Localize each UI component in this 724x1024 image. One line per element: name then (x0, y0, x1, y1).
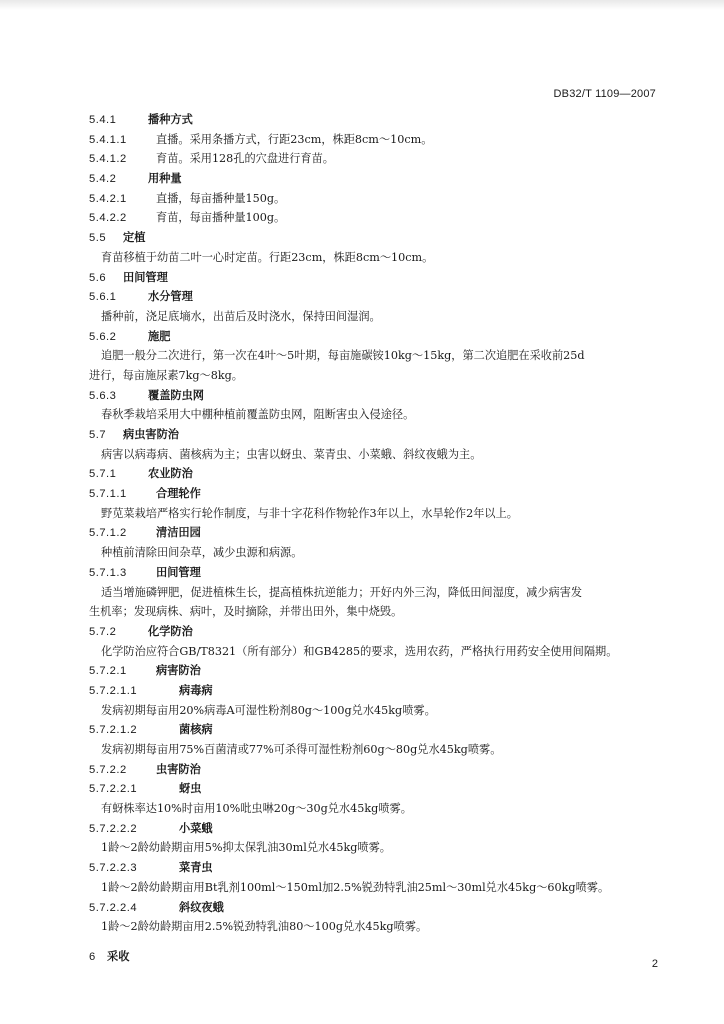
heading-text: 斜纹夜蛾 (179, 899, 224, 914)
paragraph-line (89, 248, 664, 268)
paragraph-line (89, 543, 664, 563)
paragraph-text: 野苋菜栽培严格实行轮作制度，与非十字花科作物轮作3年以上，水旱轮作2年以上。 (101, 506, 518, 520)
clause-number: 5.4.1.1 (89, 133, 127, 146)
clause-number: 6 (89, 950, 96, 963)
heading-text: 菌核病 (179, 722, 213, 737)
clause-number: 5.7.2.1.2 (89, 724, 138, 737)
section-heading (89, 720, 664, 740)
heading-text: 虫害防治 (156, 761, 201, 776)
clause-number: 5.4.2.1 (89, 192, 127, 205)
section-heading (89, 425, 664, 445)
clause-number: 5.6.2 (89, 330, 117, 343)
clause-number: 5.6 (89, 271, 107, 284)
section-heading (89, 228, 664, 248)
clause-number: 5.6.1 (89, 291, 117, 304)
heading-text: 采收 (107, 948, 130, 963)
clause-number: 5.4.2.2 (89, 212, 127, 225)
paragraph-line (89, 917, 664, 937)
paragraph-text: 发病初期每亩用75%百菌清或77%可杀得可湿性粉剂60g～80g兑水45kg喷雾。 (101, 743, 502, 756)
section-heading (89, 464, 664, 484)
paragraph-text: 1龄～2龄幼龄期亩用2.5%锐劲特乳油80～100g兑水45kg喷雾。 (101, 920, 428, 934)
clause-item (89, 149, 664, 169)
heading-text: 化学防治 (148, 623, 193, 638)
section-heading (89, 622, 664, 642)
section-heading (89, 523, 664, 543)
section-heading (89, 110, 664, 130)
clause-text: 直播，每亩播种量150g。 (156, 191, 286, 205)
paragraph-line (89, 405, 664, 425)
paragraph-continuation (89, 602, 664, 622)
paragraph-text: 追肥一般分二次进行，第一次在4叶～5叶期，每亩施碳铵10kg～15kg，第二次追肥在采收前25d (101, 349, 585, 363)
paragraph-text: 进行，每亩施尿素7kg～8kg。 (89, 368, 243, 382)
section-heading (89, 681, 664, 701)
paragraph-line (89, 307, 664, 327)
paragraph-text: 化学防治应符合GB/T8321（所有部分）和GB4285的要求，选用农药，严格执行用药安全使用间隔期。 (101, 644, 618, 658)
section-heading (89, 947, 664, 967)
heading-text: 播种方式 (148, 112, 193, 126)
paragraph-text: 生机率；发现病株、病叶，及时摘除，并带出田外，集中烧毁。 (89, 605, 403, 619)
clause-number: 5.4.1 (89, 114, 117, 126)
paragraph-text: 1龄～2龄幼龄期亩用Bt乳剂100ml～150ml加2.5%锐劲特乳油25ml～30ml兑水45kg～60kg喷雾。 (101, 880, 610, 894)
page-number: 2 (651, 958, 658, 970)
spacer (89, 937, 664, 947)
paragraph-text: 育苗移植于幼苗二叶一心时定苗。行距23cm，株距8cm～10cm。 (101, 250, 434, 264)
clause-number: 5.6.3 (89, 389, 117, 402)
section-heading (89, 386, 664, 406)
paragraph-line (89, 642, 664, 662)
section-heading (89, 169, 664, 189)
clause-number: 5.7.2.2.1 (89, 783, 138, 796)
heading-text: 用种量 (148, 171, 182, 186)
standard-code: DB32/T 1109—2007 (553, 88, 656, 100)
clause-item (89, 130, 664, 150)
paragraph-text: 春秋季栽培采用大中棚种植前覆盖防虫网，阻断害虫入侵途径。 (101, 408, 415, 422)
section-heading (89, 287, 664, 307)
heading-text: 施肥 (148, 328, 171, 343)
heading-text: 病害防治 (156, 663, 201, 678)
section-heading (89, 898, 664, 918)
heading-text: 覆盖防虫网 (148, 387, 204, 402)
paragraph-line (89, 838, 664, 858)
heading-text: 小菜蛾 (179, 820, 213, 835)
section-heading (89, 661, 664, 681)
clause-text: 直播。采用条播方式，行距23cm，株距8cm～10cm。 (156, 132, 433, 146)
paragraph-line (89, 740, 664, 760)
heading-text: 水分管理 (148, 289, 193, 304)
clause-number: 5.7.1.3 (89, 566, 127, 579)
paragraph-line (89, 445, 664, 465)
paragraph-line (89, 701, 664, 721)
clause-number: 5.7.2.1 (89, 665, 127, 678)
clause-number: 5.7.2.2.4 (89, 901, 138, 914)
clause-number: 5.7.2.2.2 (89, 822, 138, 835)
heading-text: 田间管理 (123, 269, 168, 284)
clause-text: 育苗，每亩播种量100g。 (156, 211, 286, 225)
paragraph-text: 发病初期每亩用20%病毒A可湿性粉剂80g～100g兑水45kg喷雾。 (101, 703, 436, 717)
heading-text: 菜青虫 (179, 860, 213, 875)
paragraph-line (89, 799, 664, 819)
clause-number: 5.7.1 (89, 468, 117, 481)
heading-text: 病虫害防治 (123, 427, 179, 441)
paragraph-continuation (89, 366, 664, 386)
section-heading (89, 779, 664, 799)
clause-number: 5.7.1.2 (89, 527, 127, 540)
section-heading (89, 858, 664, 878)
section-heading (89, 484, 664, 504)
clause-number: 5.7.1.1 (89, 488, 127, 501)
clause-number: 5.4.1.2 (89, 153, 127, 166)
section-heading (89, 819, 664, 839)
paragraph-text: 种植前清除田间杂草，减少虫源和病源。 (101, 546, 303, 560)
paragraph-text: 病害以病毒病、菌核病为主；虫害以蚜虫、菜青虫、小菜蛾、斜纹夜蛾为主。 (101, 447, 482, 461)
paragraph-line (89, 346, 664, 366)
paragraph-line (89, 583, 664, 603)
clause-text: 育苗。采用128孔的穴盘进行育苗。 (156, 152, 334, 166)
paragraph-text: 适当增施磷钾肥，促进植株生长，提高植株抗逆能力；开好内外三沟，降低田间湿度，减少病害发 (101, 585, 583, 599)
section-heading (89, 327, 664, 347)
clause-number: 5.7.2.1.1 (89, 684, 138, 697)
clause-number: 5.7.2.2 (89, 763, 127, 776)
clause-number: 5.7.2.2.3 (89, 862, 138, 875)
heading-text: 病毒病 (179, 682, 213, 697)
section-heading (89, 268, 664, 288)
paragraph-line (89, 878, 664, 898)
paragraph-text: 有蚜株率达10%时亩用10%吡虫啉20g～30g兑水45kg喷雾。 (101, 802, 412, 816)
document-body (89, 110, 664, 967)
heading-text: 定植 (123, 230, 146, 245)
paragraph-text: 播种前，浇足底墒水，出苗后及时浇水，保持田间湿润。 (101, 309, 381, 323)
clause-number: 5.7 (89, 429, 107, 441)
heading-text: 清洁田园 (156, 525, 201, 540)
clause-number: 5.5 (89, 232, 107, 245)
scan-edge (0, 0, 724, 10)
paragraph-text: 1龄～2龄幼龄期亩用5%抑太保乳油30ml兑水45kg喷雾。 (101, 841, 391, 855)
heading-text: 蚜虫 (179, 781, 202, 796)
section-heading (89, 760, 664, 780)
heading-text: 农业防治 (148, 466, 193, 481)
section-heading (89, 563, 664, 583)
clause-number: 5.7.2 (89, 625, 117, 638)
heading-text: 合理轮作 (156, 486, 201, 501)
clause-number: 5.4.2 (89, 173, 117, 186)
paragraph-line (89, 504, 664, 524)
heading-text: 田间管理 (156, 564, 201, 579)
clause-item (89, 189, 664, 209)
clause-item (89, 208, 664, 228)
